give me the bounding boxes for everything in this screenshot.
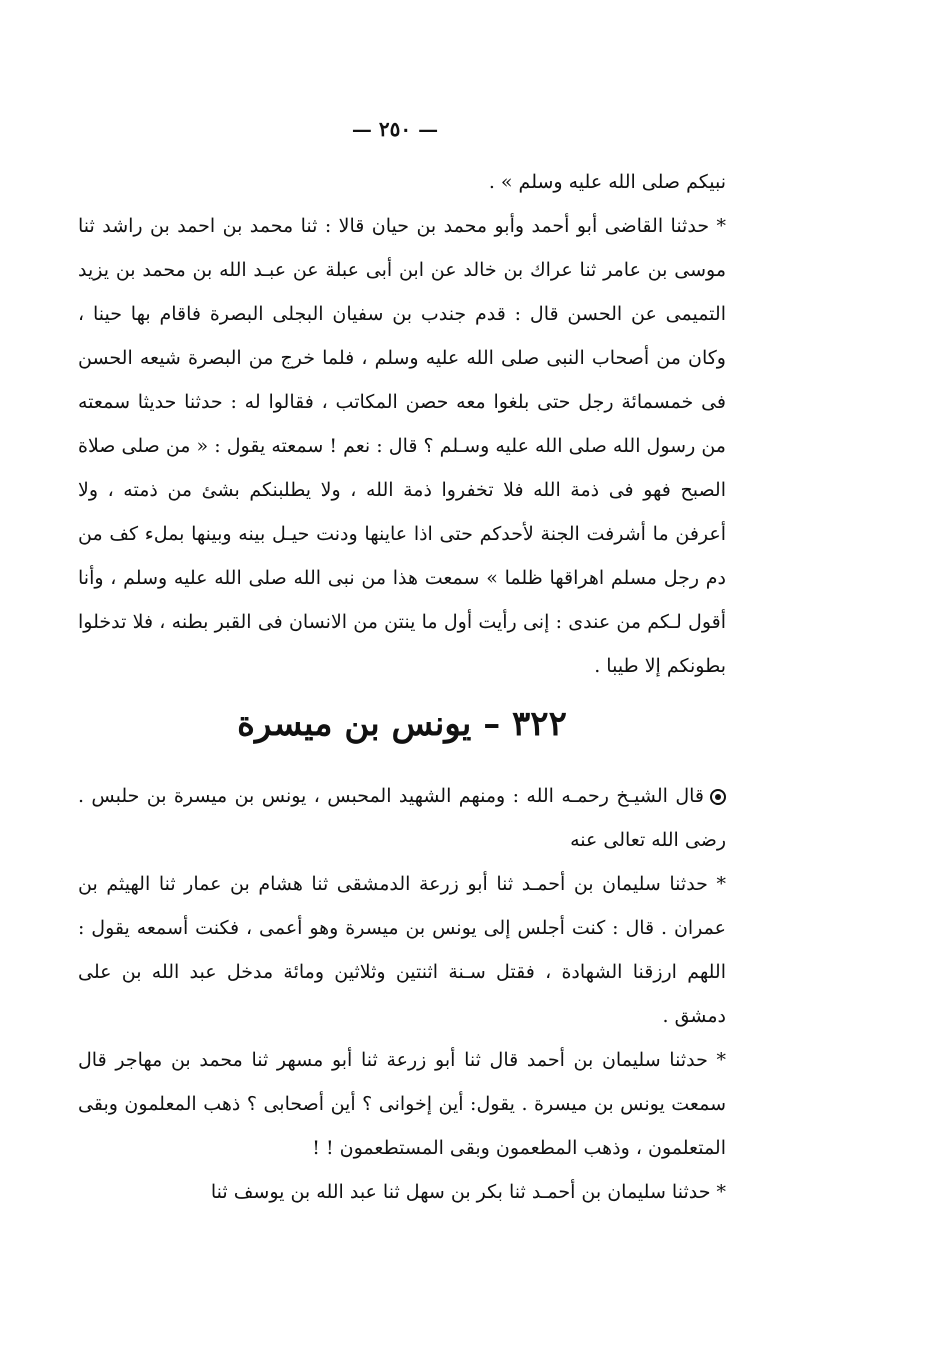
bottom-text-block <box>78 774 726 1214</box>
section-heading: ٣٢٢ – يونس بن ميسرة <box>237 704 567 744</box>
paragraph: * حدثنا سليمان بن أحمـد ثنا أبو زرعة الدمشقى ثنا هشام بن عمار ثنا الهيثم بن عمران . قال : كنت أجلس إلى يونس بن ميسرة وهو أعمى ، فكنت أسمعه يقول : اللهم ارزقنا الشهادة ، فقتل سـنة اثنتين وثلاثين ومائة مدخل عبد الله بن على دمشق . <box>78 873 726 1027</box>
ornament-icon <box>710 789 726 805</box>
page-number: — ٢٥٠ — <box>351 117 439 141</box>
paragraph: * حدثنا القاضى أبو أحمد وأبو محمد بن حيان قالا : ثنا محمد بن احمد بن راشد ثنا موسى بن عامر ثنا عراك بن خالد عن ابن أبى عبلة عن عبـد الله بن محمد بن يزيد التميمى عن الحسن قال : قدم جندب بن سفيان البجلى البصرة فاقام بها حينا ، وكان من أصحاب النبى صلى الله عليه وسلم ، فلما خرج من البصرة شيعه الحسن فى خمسمائة رجل حتى بلغوا معه حصن المكاتب ، فقالوا له : حدثنا حديثا سمعته من رسول الله صلى الله عليه وسـلم ؟ قال : نعم ! سمعته يقول : « من صلى صلاة الصبح فهو فى ذمة الله فلا تخفروا ذمة الله ، ولا يطلبنكم بشئ من ذمته ، ولا أعرفن ما أشرفت الجنة لأحدكم حتى اذا عاينها ودنت حيـل بينه وبينها بملء كف من دم رجل مسلم اهراقها ظلما » سمعت هذا من نبى الله صلى الله عليه وسلم ، وأنا أقول لـكم من عندى : إنى رأيت أول ما ينتن من الانسان فى القبر بطنه ، فلا تدخلوا بطونكم إلا طيبا . <box>78 215 726 677</box>
top-text-block <box>78 160 726 688</box>
paragraph: * حدثنا سليمان بن أحمد قال ثنا أبو زرعة ثنا أبو مسهر ثنا محمد بن مهاجر قال سمعت يونس بن ميسرة . يقول: أين إخوانى ؟ أين أصحابى ؟ ذهب المعلمون وبقى المتعلمون ، وذهب المطعمون وبقى المستطعمون ! ! <box>78 1049 726 1159</box>
paragraph: نبيكم صلى الله عليه وسلم » . <box>488 171 726 193</box>
paragraph-text: قال الشيـخ رحمـه الله : ومنهم الشهيد المحبس ، يونس بن ميسرة بن حلبس . رضى الله تعالى عنه <box>78 785 726 851</box>
paragraph: * حدثنا سليمان بن أحمـد ثنا بكر بن سهل ثنا عبد الله بن يوسف ثنا <box>210 1181 726 1203</box>
paragraph <box>78 774 726 862</box>
